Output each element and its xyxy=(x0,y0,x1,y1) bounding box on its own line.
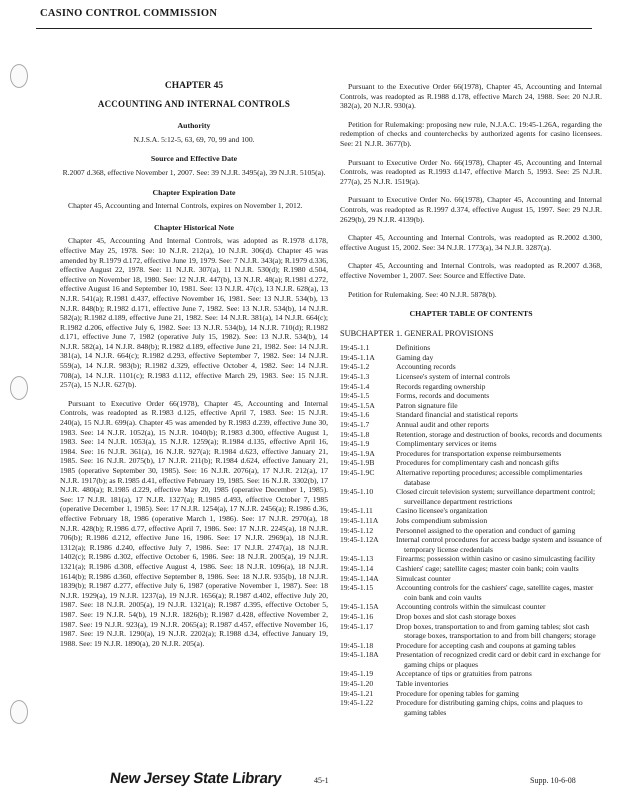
readoption-note: Petition for Rulemaking. See: 40 N.J.R. 5878(b). xyxy=(348,289,497,299)
chapter-title: ACCOUNTING AND INTERNAL CONTROLS xyxy=(97,98,291,109)
toc-section-number: 19:45-1.5A xyxy=(340,400,375,410)
header-rule xyxy=(36,28,592,29)
toc-section-number: 19:45-1.16 xyxy=(340,611,374,621)
readoption-notes xyxy=(340,82,602,299)
toc-entry xyxy=(340,391,602,401)
toc-section-title: Accounting controls for the cashiers' cage, satellite cages, master coin bank and coin vaults xyxy=(396,583,594,602)
toc-section-number: 19:45-1.6 xyxy=(340,410,370,420)
toc-section-number: 19:45-1.9B xyxy=(340,458,375,468)
library-watermark: New Jersey State Library xyxy=(108,770,283,787)
readoption-note: Pursuant to the Executive Order 66(1978), Chapter 45, Accounting and Internal Controls, was readopted as R.1988 d.178, effective March 24, 1988. See: 20 N.J.R. 382(a), 20 N.J.R. 930(a). xyxy=(340,82,602,111)
toc-entry xyxy=(340,650,602,669)
toc-list xyxy=(340,343,602,717)
toc-entry xyxy=(340,583,602,602)
toc-section-number: 19:45-1.2 xyxy=(340,362,370,372)
toc-section-title: Personnel assigned to the operation and conduct of gaming xyxy=(396,525,576,535)
toc-section-number: 19:45-1.4 xyxy=(340,381,370,391)
page-number: 45-1 xyxy=(314,776,329,785)
toc-section-number: 19:45-1.9 xyxy=(340,439,370,449)
toc-section-title: Definitions xyxy=(396,343,431,353)
toc-section-title: Procedure for distributing gaming chips, coins and plaques to gaming tables xyxy=(396,698,583,717)
binder-hole-top xyxy=(10,64,28,88)
subchapter-heading: SUBCHAPTER 1. GENERAL PROVISIONS xyxy=(340,328,494,338)
toc-section-title: Procedure for opening tables for gaming xyxy=(396,688,519,698)
toc-entry xyxy=(340,526,602,536)
toc-section-title: Closed circuit television system; surveillance department control; surveillance department restrictions xyxy=(396,487,596,506)
expiration-text: Chapter 45, Accounting and Internal Controls, expires on November 1, 2012. xyxy=(68,201,303,211)
authority-text: N.J.S.A. 5:12-5, 63, 69, 70, 99 and 100. xyxy=(133,134,255,144)
toc-section-title: Records regarding ownership xyxy=(396,381,486,391)
toc-section-number: 19:45-1.9A xyxy=(340,448,375,458)
toc-section-title: Patron signature file xyxy=(396,400,458,410)
readoption-note: Chapter 45, Accounting and Internal Controls, was readopted as R.2007 d.368, effective November 1, 2007. See: Source and Effective Date. xyxy=(340,261,602,280)
toc-section-number: 19:45-1.14A xyxy=(340,573,379,583)
toc-section-title: Alternative reporting procedures; accessible complimentaries database xyxy=(396,468,583,487)
readoption-note: Petition for Rulemaking: proposing new rule, N.J.A.C. 19:45-1.26A, regarding the redemption of checks and counterchecks by authorized agents for casino licensees. See: 21 N.J.R. 3677(b). xyxy=(340,119,602,148)
toc-section-title: Drop boxes and slot cash storage boxes xyxy=(396,611,516,621)
running-head: CASINO CONTROL COMMISSION xyxy=(40,8,218,19)
toc-section-title: Annual audit and other reports xyxy=(396,420,489,430)
authority-heading: Authority xyxy=(177,121,211,131)
toc-entry xyxy=(340,382,602,392)
toc-section-title: Internal control procedures for access badge system and issuance of temporary license credentials xyxy=(396,535,603,554)
toc-entry xyxy=(340,641,602,651)
source-text: R.2007 d.368, effective November 1, 2007. See: 39 N.J.R. 3495(a), 39 N.J.R. 5105(a). xyxy=(62,167,326,177)
toc-entry xyxy=(340,449,602,459)
readoption-note: Chapter 45, Accounting and Internal Controls, was readopted as R.2002 d.300, effective August 15, 2002. See: 34 N.J.R. 1773(a), 34 N.J.R. 3287(a). xyxy=(340,233,602,252)
toc-entry xyxy=(340,602,602,612)
toc-entry xyxy=(340,468,602,487)
toc-entry xyxy=(340,574,602,584)
toc-section-number: 19:45-1.12 xyxy=(340,525,374,535)
toc-section-number: 19:45-1.1 xyxy=(340,343,370,353)
toc-section-title: Firearms; possession within casino or casino simulcasting facility xyxy=(396,554,596,564)
toc-entry xyxy=(340,410,602,420)
toc-section-title: Presentation of recognized credit card or debit card in exchange for gaming chips or plaques xyxy=(396,650,601,669)
history-heading: Chapter Historical Note xyxy=(154,222,234,232)
toc-section-number: 19:45-1.15 xyxy=(340,583,374,593)
toc-entry xyxy=(340,353,602,363)
toc-entry xyxy=(340,458,602,468)
history-paragraph-2: Pursuant to Executive Order 66(1978), Chapter 45, Accounting and Internal Controls, was readopted as R.1983 d.125, effective April 7, 1983. See: 15 N.J.R. 240(a), 15 N.J.R. 699(a). Chapter 45 was amended by R.1983 d.239, effective June 30, 1983. See: 14 N.J.R. 1052(a), 15 N.J.R. 1040(b); R.1983 d.300, effective August 1, 1983. See: 14 N.J.R. 1053(a), 15 N.J.R. 1259(a); R.1984 d.135, effective April 16, 1984. See: 16 N.J.R. 361(a), 16 N.J.R. 927(a); R.1984 d.623, effective January 21, 1985. See: 16 N.J.R. 2075(b), 17 N.J.R. 211(b); R.1984 d.624, effective January 21, 1985 (operative September 30, 1985). See: 16 N.J.R. 2076(a), 17 N.J.R. 212(a), 17 N.J.R. 1917(b); as R.1985 d.41, effective February 19, 1985. See: 16 N.J.R. 3302(b), 17 N.J.R. 480(a); R.1985 d.229, effective May 20, 1985 (operative December 1, 1985). See: 17 N.J.R. 181(a), 17 N.J.R. 1327(a); R.1985 d.493, effective October 7, 1985 (operative December 1, 1985). See: 17 N.J.R. 1254(a), 17 N.J.R. 2456(a); R.1986 d.36, effective February 18, 1986 (operative March 1, 1986). See: 17 N.J.R. 2970(a), 18 N.J.R. 428(b); R.1986 d.77, effective April 7, 1986. See: 17 N.J.R. 2245(a), 18 N.J.R. 706(b); R.1986 d.212, effective June 16, 1986. See: 17 N.J.R. 2969(a), 18 N.J.R. 1312(a); R.1986 d.240, effective July 7, 1986. See: 17 N.J.R. 2747(a), 18 N.J.R. 1402(c); R.1986 d.302, effective October 6, 1986. See: 18 N.J.R. 2005(a), 19 N.J.R. 1321(a); R.1986 d.308, effective August 4, 1986. See: 18 N.J.R. 1096(a), 18 N.J.R. 1614(b); R.1986 d.360, effective September 8, 1986. See: 18 N.J.R. 935(b), 18 N.J.R. 1839(b); R.1987 d.277, effective July 6, 1987 (operative November 1, 1987). See: 18 N.J.R. 1929(a), 19 N.J.R. 1237(a), 19 N.J.R. 1656(a); R.1987 d.402, effective July 20, 1987. See: 18 N.J.R. 2005(a), 19 N.J.R. 1321(a); R.1987 d.395, effective October 5, 1987. See: 19 N.J.R. 54(b), 19 N.J.R. 1826(b); R.1987 d.428, effective November 2, 1987. See: 19 N.J.R. 923(a), 19 N.J.R. 2065(a); R.1987 d.457, effective November 16, 1987. See: 19 N.J.R. 1290(a), 19 N.J.R. 2202(a); R.1988 d.34, effective January 19, 1988. See: 19 N.J.R. 1890(a), 20 N.J.R. 205(a). xyxy=(60,398,328,648)
toc-section-title: Procedures for transportation expense reimbursements xyxy=(396,448,562,458)
toc-section-number: 19:45-1.11A xyxy=(340,515,379,525)
toc-heading: CHAPTER TABLE OF CONTENTS xyxy=(409,309,533,319)
toc-section-number: 19:45-1.17 xyxy=(340,621,374,631)
toc-entry xyxy=(340,669,602,679)
toc-section-title: Casino licensee's organization xyxy=(396,506,488,516)
toc-section-number: 19:45-1.15A xyxy=(340,602,379,612)
toc-entry xyxy=(340,506,602,516)
toc-section-number: 19:45-1.5 xyxy=(340,391,370,401)
toc-entry xyxy=(340,487,602,506)
toc-section-number: 19:45-1.10 xyxy=(340,487,374,497)
toc-section-title: Licensee's system of internal controls xyxy=(396,372,510,382)
toc-section-number: 19:45-1.1A xyxy=(340,352,375,362)
toc-section-number: 19:45-1.21 xyxy=(340,688,374,698)
toc-section-title: Procedures for complimentary cash and noncash gifts xyxy=(396,458,559,468)
toc-section-number: 19:45-1.7 xyxy=(340,420,370,430)
toc-section-number: 19:45-1.8 xyxy=(340,429,370,439)
toc-section-title: Jobs compendium submission xyxy=(396,515,488,525)
toc-entry xyxy=(340,439,602,449)
toc-section-title: Forms, records and documents xyxy=(396,391,490,401)
toc-entry xyxy=(340,430,602,440)
binder-hole-middle xyxy=(10,376,28,400)
toc-section-number: 19:45-1.13 xyxy=(340,554,374,564)
toc-entry xyxy=(340,564,602,574)
toc-entry xyxy=(340,679,602,689)
toc-section-title: Retention, storage and destruction of books, records and documents xyxy=(396,429,602,439)
toc-entry xyxy=(340,372,602,382)
supplement-date: Supp. 10-6-08 xyxy=(530,776,576,785)
toc-entry xyxy=(340,622,602,641)
toc-entry xyxy=(340,343,602,353)
toc-section-title: Accounting records xyxy=(396,362,456,372)
toc-entry xyxy=(340,362,602,372)
toc-section-title: Cashiers' cage; satellite cages; master coin bank; coin vaults xyxy=(396,563,579,573)
right-column xyxy=(340,82,602,717)
toc-section-title: Drop boxes, transportation to and from gaming tables; slot cash storage boxes, transportation to and from bill changers; storage xyxy=(396,621,596,641)
toc-section-title: Table inventories xyxy=(396,679,449,689)
binder-hole-bottom xyxy=(10,700,28,724)
toc-section-title: Accounting controls within the simulcast counter xyxy=(396,602,546,612)
expiration-heading: Chapter Expiration Date xyxy=(152,187,236,197)
toc-section-number: 19:45-1.19 xyxy=(340,669,374,679)
readoption-note: Pursuant to Executive Order No. 66(1978), Chapter 45, Accounting and Internal Controls, was readopted as R.1993 d.147, effective March 5, 1993. See: 25 N.J.R. 277(a), 25 N.J.R. 1519(a). xyxy=(340,157,602,186)
left-column xyxy=(60,82,328,657)
toc-section-number: 19:45-1.22 xyxy=(340,698,374,708)
toc-entry xyxy=(340,554,602,564)
toc-entry xyxy=(340,612,602,622)
toc-section-number: 19:45-1.20 xyxy=(340,679,374,689)
chapter-number: CHAPTER 45 xyxy=(164,81,224,91)
toc-section-number: 19:45-1.18A xyxy=(340,650,379,660)
toc-section-number: 19:45-1.11 xyxy=(340,506,373,516)
toc-entry xyxy=(340,516,602,526)
history-paragraph-1: Chapter 45, Accounting And Internal Controls, was adopted as R.1978 d.178, effective May 25, 1978. See: 10 N.J.R. 212(a), 10 N.J.R. 306(d). Chapter 45 was amended by R.1979 d.172, effective June 19, 1979. See: 7 N.J.R. 343(a); R.1979 d.336, effective August 22, 1978. See: 11 N.J.R. 307(a), 11 N.J.R. 530(d); R.1980 d.504, effective on November 18, 1980. See: 12 N.J.R. 447(b), 13 N.J.R. 48(a); R.1981 d.272, effective August 16 and September 10, 1981. See: 13 N.J.R. 47(c), 13 N.J.R. 628(a), 13 N.J.R. 541(a); R.1981 d.437, effective November 16, 1981. See: 13 N.J.R. 534(b), 13 N.J.R. 848(b); R.1982 d.171, effective June 7, 1982. See: 13 N.J.R. 534(b), 14 N.J.R. 582(a); R.1982 d.189, effective June 21, 1982. See: 14 N.J.R. 381(a), 14 N.J.R. 664(c); R.1982 d.206, effective July 6, 1982. See: 13 N.J.R. 534(b), 14 N.J.R. 710(d); R.1982 d.171, effective June 7, 1982 (operative July 15, 1982). See: 13 N.J.R. 534(b), 14 N.J.R. 582(a), 14 N.J.R. 848(b); R.1982 d.189, effective June 21, 1982. See: 14 N.J.R. 381(a), 14 N.J.R. 664(c); R.1982 d.293, effective September 7, 1982. See: 14 N.J.R. 559(a), 14 N.J.R. 983(b); R.1982 d.329, effective October 4, 1982. See: 14 N.J.R. 708(a), 14 N.J.R. 1101(c); R.1983 d.112, effective March 29, 1983. See: 15 N.J.R. 257(a), 15 N.J.R. 627(b). xyxy=(60,236,328,390)
toc-section-title: Procedure for accepting cash and coupons at gaming tables xyxy=(396,640,576,650)
toc-entry xyxy=(340,401,602,411)
toc-section-number: 19:45-1.9C xyxy=(340,468,375,477)
toc-section-title: Acceptance of tips or gratuities from patrons xyxy=(396,669,532,679)
toc-section-number: 19:45-1.18 xyxy=(340,640,374,650)
toc-section-title: Gaming day xyxy=(396,352,434,362)
toc-section-number: 19:45-1.14 xyxy=(340,563,374,573)
toc-entry xyxy=(340,698,602,717)
toc-section-number: 19:45-1.3 xyxy=(340,372,370,382)
toc-section-number: 19:45-1.12A xyxy=(340,535,379,545)
toc-entry xyxy=(340,420,602,430)
toc-section-title: Simulcast counter xyxy=(396,573,451,583)
toc-entry xyxy=(340,535,602,554)
toc-section-title: Standard financial and statistical reports xyxy=(396,410,518,420)
toc-entry xyxy=(340,689,602,699)
toc-section-title: Complimentary services or items xyxy=(396,439,497,449)
source-heading: Source and Effective Date xyxy=(150,154,238,164)
readoption-note: Pursuant to Executive Order No. 66(1978), Chapter 45, Accounting and Internal Controls, was readopted as R.1997 d.374, effective August 15, 1997. See: 29 N.J.R. 2629(b), 29 N.J.R. 4139(b). xyxy=(340,195,602,224)
